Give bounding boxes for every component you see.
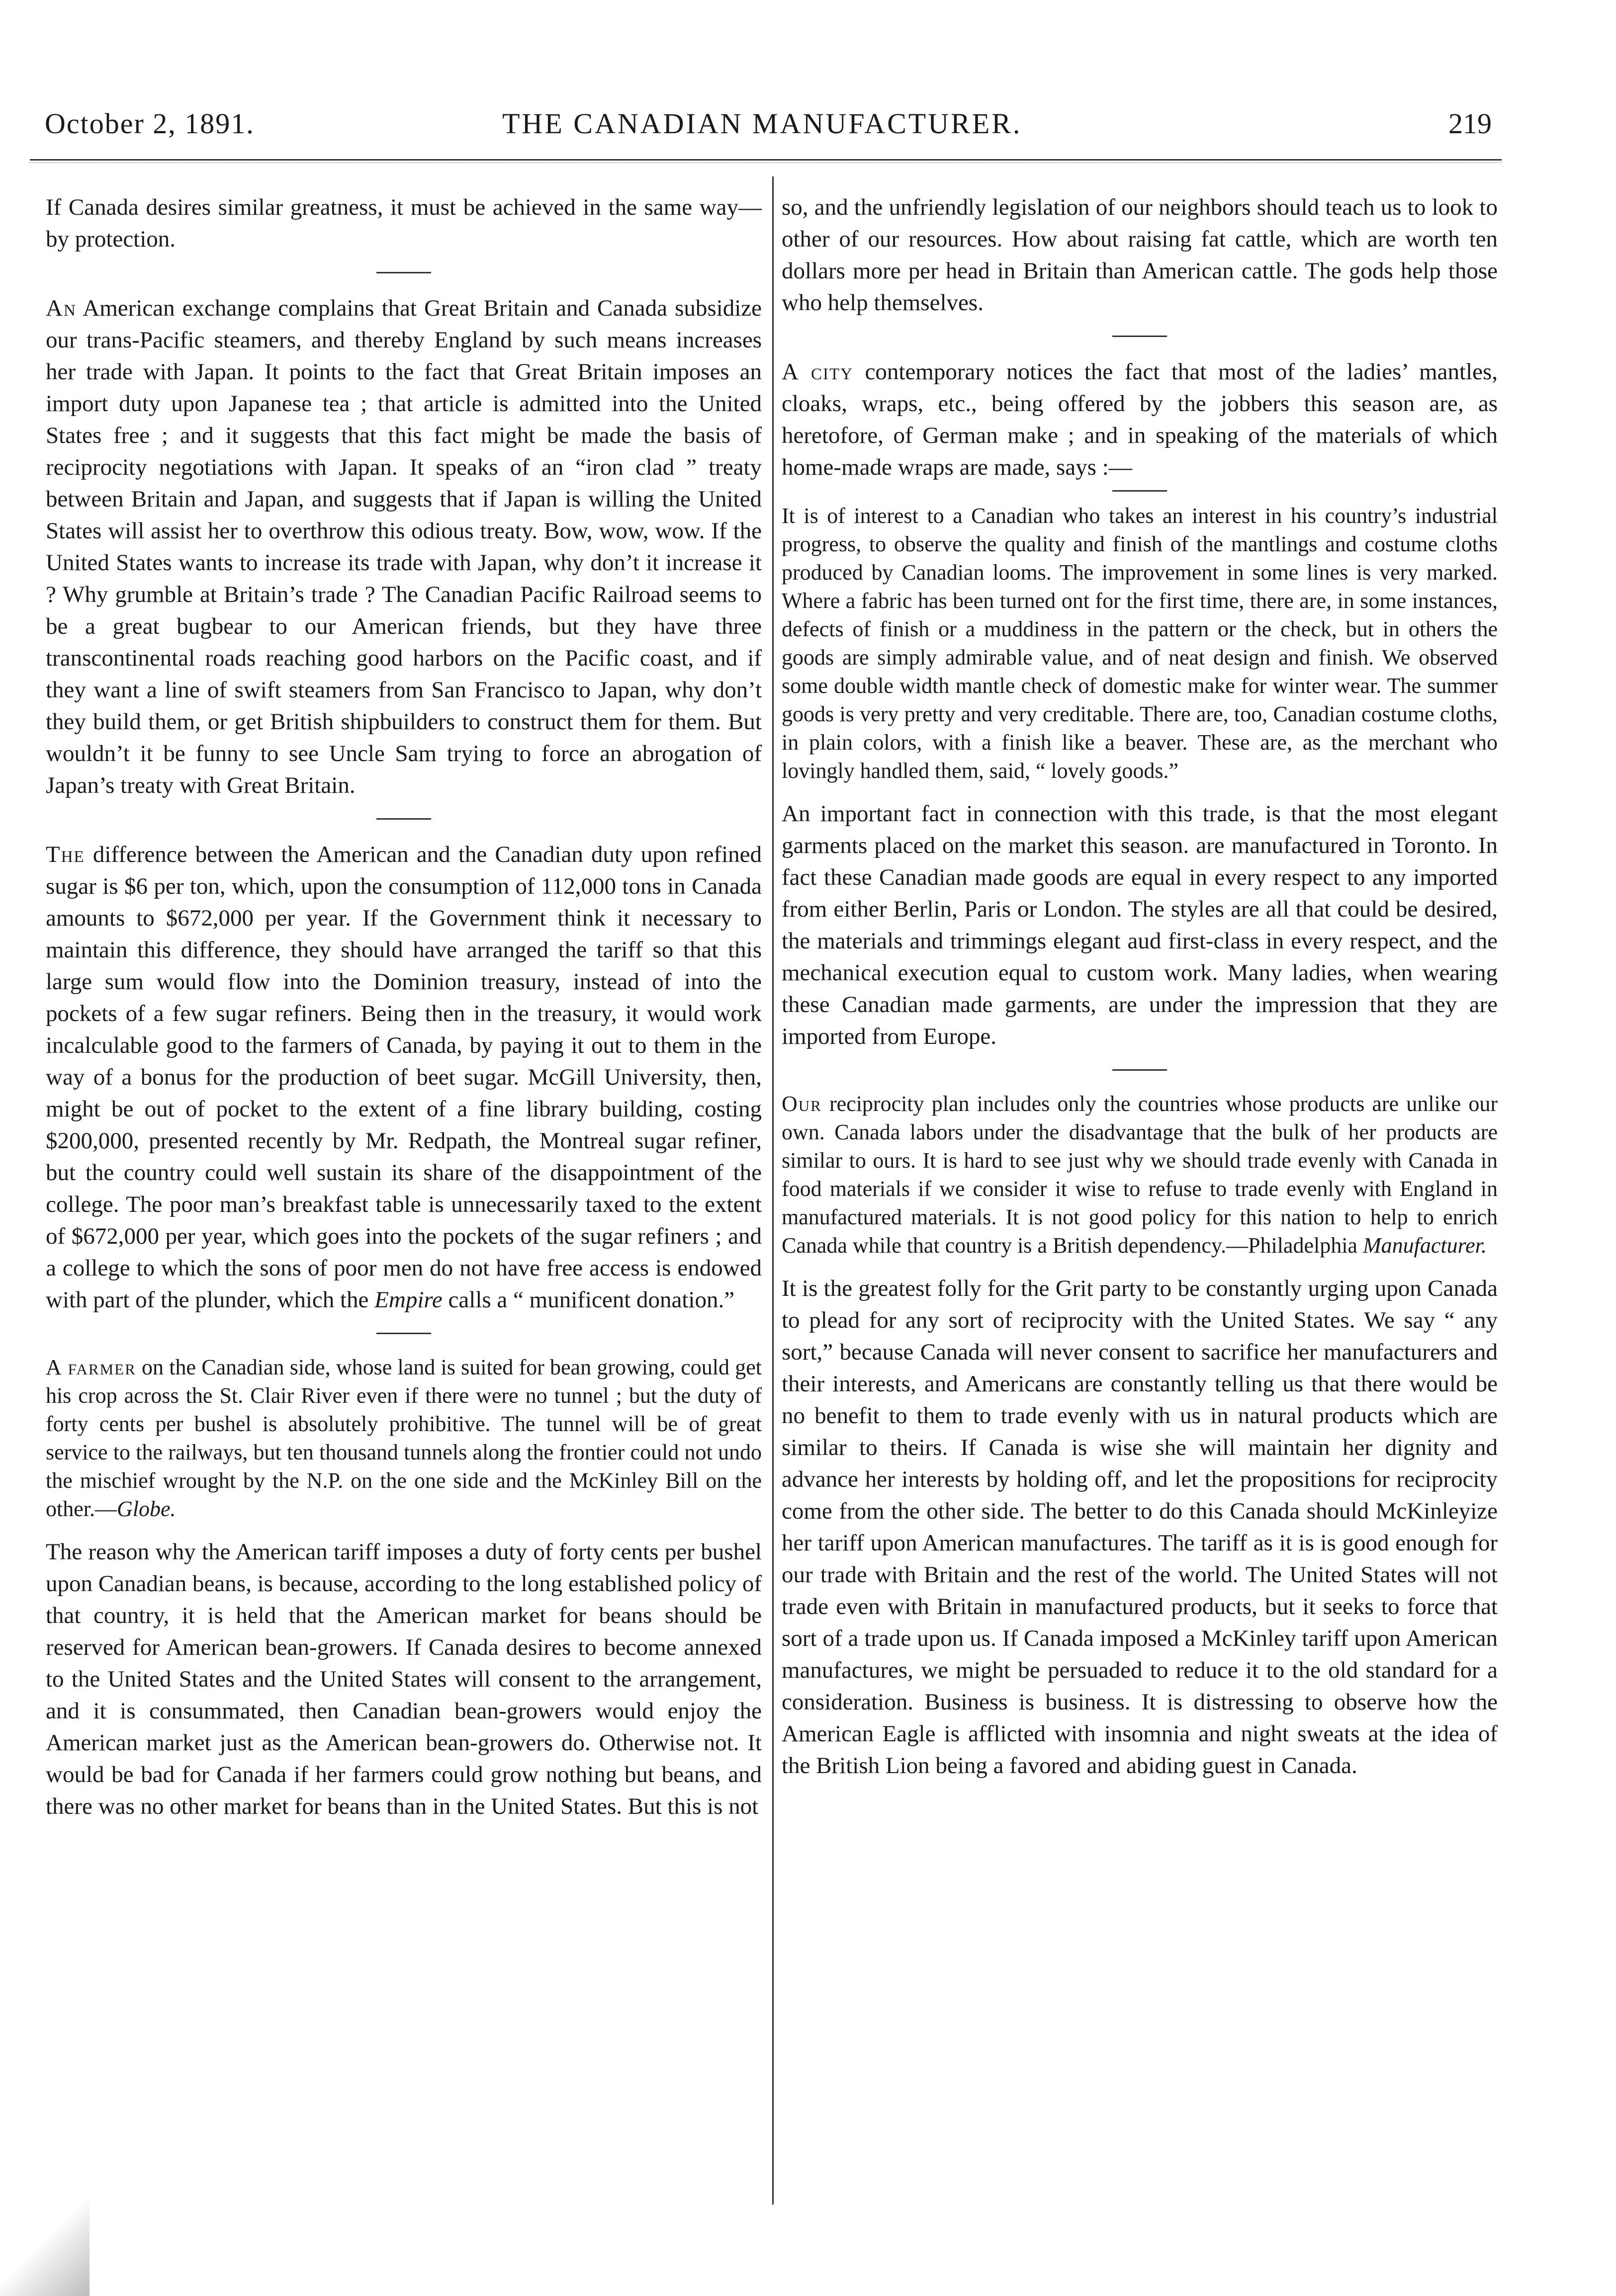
page-number: 219 (1448, 107, 1492, 140)
article-paragraph: An American exchange complains that Great Britain and Canada subsidize our trans-Pacific steamers, and thereby England by such means increases her trade with Japan. It points to the fact that Great Britain imposes an import duty upon Japanese tea ; that article is admitted into the United States free ; and it suggests that this fact might be made the basis of reciprocity negotiations with Japan. It speaks of an “iron clad ” treaty between Britain and Japan, and suggests that if Japan is willing the United States will assist her to overthrow this odious treaty. Bow, wow, wow. If the United States wants to increase its trade with Japan, why don’t it increase it ? Why grumble at Britain’s trade ? The Canadian Pacific Railroad seems to be a great bugbear to our American friends, but they have three transcontinental roads reaching good harbors on the Pacific coast, and if they want a line of swift steamers from San Francisco to Japan, why don’t they build them, or get British shipbuilders to construct them for them. But wouldn’t it be funny to see Uncle Sam trying to force an abrogation of Japan’s treaty with Great Britain. (46, 295, 762, 798)
article-paragraph: An important fact in connection with this trade, is that the most elegant garments placed on the market this season. are manufactured in Toronto. In fact these Canadian made goods are equal in every respect to any imported from either Berlin, Paris or London. The styles are all that could be desired, the materials and trimmings elegant aud first-class in every respect, and the mechanical execution equal to custom work. Many ladies, when wearing these Canadian made garments, are under the impression that they are imported from Europe. (782, 801, 1498, 1049)
right-column (782, 191, 1498, 1782)
issue-date: October 2, 1891. (45, 107, 255, 140)
section-separator (1112, 336, 1167, 337)
article-paragraph: It is the greatest folly for the Grit party to be constantly urging upon Canada to plead for any sort of reciprocity with the United States. We say “ any sort,” because Canada will never consent to sacrifice her manufacturers and their interests, and Americans are constantly telling us that there would be no benefit to them to trade evenly with us in natural products which are similar to theirs. If Canada is wise she will maintain her dignity and advance her interests by holding off, and let the propositions for reciprocity come from the other side. The better to do this Canada should McKinleyize her tariff upon American manufactures. The tariff as it is is good enough for our trade with Britain and the rest of the world. The United States will not trade even with Britain in manufactured products, but it seeks to force that sort of a trade upon us. If Canada imposed a McKinley tariff upon American manufactures, we might be persuaded to reduce it to the old standard for a consideration. Business is business. It is distressing to observe how the American Eagle is afflicted with insomnia and night sweats at the idea of the British Lion being a favored and abiding guest in Canada. (782, 1276, 1498, 1779)
left-column (46, 191, 762, 1822)
lead-word: An (46, 295, 77, 321)
column-divider (772, 176, 774, 2205)
lead-word: A city (782, 359, 853, 385)
section-separator (376, 818, 431, 820)
quoted-paragraph: Our reciprocity plan includes only the countries whose products are unlike our own. Canada labors under the disadvantage that the bulk of her products are similar to ours. It is hard to see just why we should trade evenly with Canada in food materials if we consider it wise to refuse to trade evenly with England in manufactured materials. It is not good policy for this nation to help to enrich Canada while that country is a British dependency.—Philadelphia Manufacturer. (782, 1092, 1498, 1258)
quoted-paragraph: It is of interest to a Canadian who takes an interest in his country’s industrial progress, to observe the quality and finish of the mantlings and costume cloths produced by Canadian looms. The improvement in some lines is very marked. Where a fabric has been turned ont for the first time, there are, in some instances, defects of finish or a muddiness in the pattern or the check, but in others the goods are simply admirable value, and of neat design and finish. We observed some double width mantle check of domestic make for winter wear. The summer goods is very pretty and very creditable. There are, too, Canadian costume cloths, in plain colors, with a finish like a beaver. These are, as the merchant who lovingly handled them, said, “ lovely goods.” (782, 504, 1498, 783)
section-separator (376, 272, 431, 273)
lead-word: Our (782, 1092, 822, 1116)
lead-word: A farmer (46, 1355, 136, 1379)
article-paragraph: If Canada desires similar greatness, it must be achieved in the same way—by protection. (46, 194, 762, 252)
section-separator (1112, 1069, 1167, 1071)
lead-word: The (46, 842, 85, 867)
article-paragraph: The difference between the American and the Canadian duty upon refined sugar is $6 per ton, which, upon the consumption of 112,000 tons in Canada amounts to $672,000 per year. If the Government think it necessary to maintain this difference, they should have arranged the tariff so that this large sum would flow into the Dominion treasury, instead of into the pockets of a few sugar refiners. Being then in the treasury, it would work incalculable good to the farmers of Canada, by paying it out to them in the way of a bonus for the production of beet sugar. McGill University, then, might be out of pocket to the extent of a fine library building, costing $200,000, presented recently by Mr. Redpath, the Montreal sugar refiner, but the country could well sustain its share of the disappointment of the college. The poor man’s breakfast table is unnecessarily taxed to the extent of $672,000 per year, which goes into the pockets of the sugar refiners ; and a college to which the sons of poor men do not have free access is endowed with part of the plunder, which the Empire calls a “ munificent donation.” (46, 842, 762, 1313)
quoted-paragraph: A farmer on the Canadian side, whose land is suited for bean growing, could get his crop across the St. Clair River even if there were no tunnel ; but the duty of forty cents per bushel is absolutely prohibitive. The tunnel will be of great service to the railways, but ten thousand tunnels along the frontier could not undo the mischief wrought by the N.P. on the one side and the McKinley Bill on the other.—Globe. (46, 1355, 762, 1521)
publication-title: THE CANADIAN MANUFACTURER. (502, 107, 1022, 140)
section-separator (1112, 490, 1167, 492)
article-paragraph: so, and the unfriendly legislation of our neighbors should teach us to look to other of our resources. How about raising fat cattle, which are worth ten dollars more per head in Britain than American cattle. The gods help those who help themselves. (782, 194, 1498, 316)
header-rule (30, 159, 1502, 163)
section-separator (376, 1333, 431, 1334)
scan-edge-shadow (0, 2197, 90, 2296)
article-paragraph: A city contemporary notices the fact that most of the ladies’ mantles, cloaks, wraps, etc., being offered by the jobbers this season are, as heretofore, of German make ; and in speaking of the materials of which home-made wraps are made, says :— (782, 359, 1498, 480)
page-header (45, 107, 1492, 147)
article-paragraph: The reason why the American tariff imposes a duty of forty cents per bushel upon Canadian beans, is because, according to the long established policy of that country, it is held that the American market for beans should be reserved for American bean-growers. If Canada desires to become annexed to the United States and the United States will consent to the arrangement, and it is consummated, then Canadian bean-growers would enjoy the American market just as the American bean-growers do. Otherwise not. It would be bad for Canada if her farmers could grow nothing but beans, and there was no other market for beans than in the United States. But this is not (46, 1539, 762, 1819)
